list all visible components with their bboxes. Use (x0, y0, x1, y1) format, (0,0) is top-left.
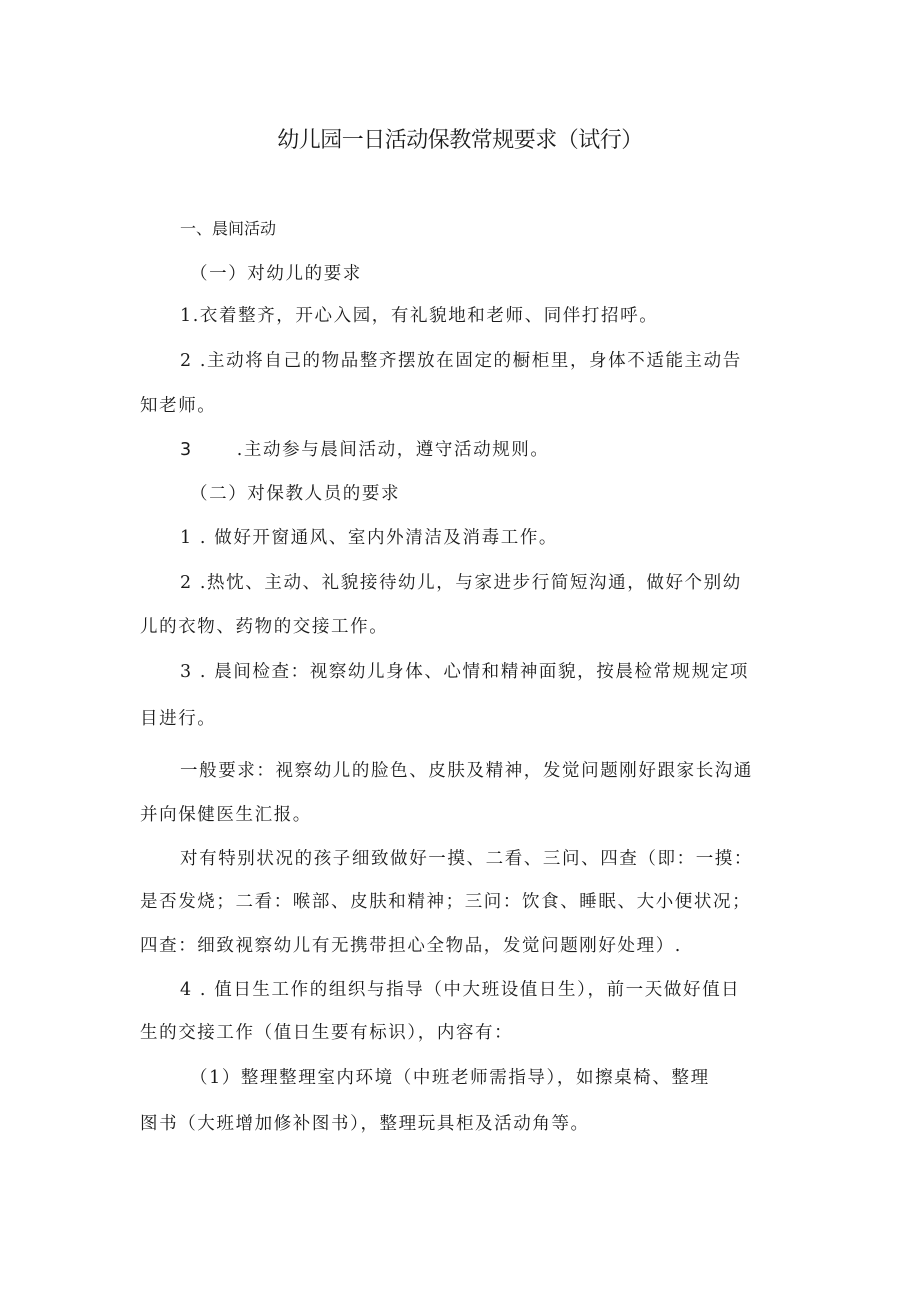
general-requirement-cont: 并向保健医生汇报。 (140, 805, 312, 825)
duty-task-1-cont: 图书（大班增加修补图书），整理玩具柜及活动角等。 (140, 1114, 590, 1134)
child-item-2: 2 .主动将自己的物品整齐摆放在固定的橱柜里，身体不适能主动告 (180, 351, 742, 371)
child-item-2-cont: 知老师。 (140, 396, 217, 416)
child-item-3-text: .主动参与晨间活动，遵守活动规则。 (236, 440, 550, 460)
staff-item-3-cont: 目进行。 (140, 709, 217, 729)
child-item-3-number: 3 (180, 440, 193, 460)
special-care: 对有特别状况的孩子细致做好一摸、二看、三问、四查（即：一摸： (180, 849, 753, 869)
duty-task-1: （1）整理整理室内环境（中班老师需指导），如擦桌椅、整理 (190, 1068, 710, 1088)
staff-item-4-cont: 生的交接工作（值日生要有标识），内容有： (140, 1023, 514, 1043)
staff-item-3: 3 . 晨间检查：视察幼儿身体、心情和精神面貌，按晨检常规规定项 (180, 662, 750, 682)
section-heading: 一、晨间活动 (180, 219, 277, 238)
child-item-1: 1.衣着整齐，开心入园，有礼貌地和老师、同伴打招呼。 (180, 306, 659, 326)
staff-item-2: 2 .热忱、主动、礼貌接待幼儿，与家进步行简短沟通，做好个别幼 (180, 573, 742, 593)
staff-item-2-cont: 儿的衣物、药物的交接工作。 (140, 617, 389, 637)
general-requirement: 一般要求：视察幼儿的脸色、皮肤及精神，发觉问题刚好跟家长沟通 (180, 761, 753, 781)
staff-item-1: 1 . 做好开窗通风、室内外清洁及消毒工作。 (180, 528, 559, 548)
special-care-cont: 四查：细致视察幼儿有无携带担心全物品，发觉问题刚好处理）. (140, 936, 682, 956)
special-care-cont: 是否发烧；二看：喉部、皮肤和精神；三问：饮食、睡眠、大小便状况； (140, 892, 752, 912)
subsection-heading: （二）对保教人员的要求 (190, 484, 401, 504)
staff-item-4: 4 . 值日生工作的组织与指导（中大班设值日生），前一天做好值日 (180, 980, 741, 1000)
subsection-heading: （一）对幼儿的要求 (190, 264, 362, 284)
child-item-3 (180, 437, 550, 463)
page-title: 幼儿园一日活动保教常规要求（试行） (277, 128, 643, 153)
